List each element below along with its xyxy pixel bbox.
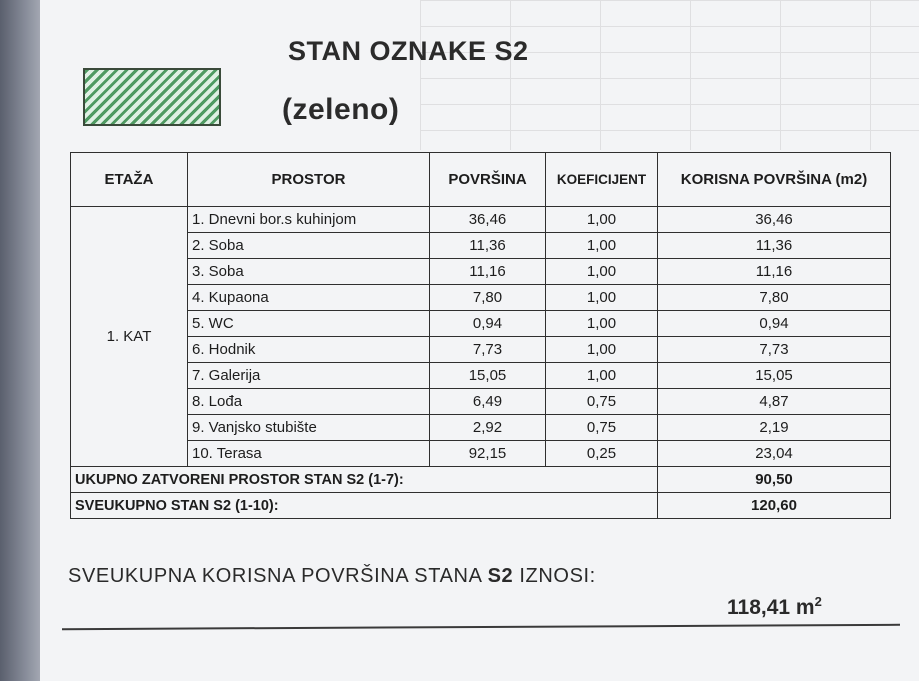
summary-total: [727, 594, 822, 620]
table-row: [71, 337, 891, 363]
header-koeficijent: KOEFICIJENT: [546, 153, 658, 207]
page-title: STAN OZNAKE S2: [288, 36, 529, 66]
area-cell: 6,49: [430, 389, 546, 415]
total-value: 120,60: [658, 493, 891, 519]
area-cell: 7,80: [430, 285, 546, 311]
usable-area-cell: 0,94: [658, 311, 891, 337]
area-cell: 7,73: [430, 337, 546, 363]
usable-area-cell: 2,19: [658, 415, 891, 441]
area-cell: 0,94: [430, 311, 546, 337]
room-name-cell: 5. WC: [188, 311, 430, 337]
table-row: [71, 363, 891, 389]
header-prostor: PROSTOR: [188, 153, 430, 207]
room-name-cell: 1. Dnevni bor.s kuhinjom: [188, 207, 430, 233]
table-row: [71, 441, 891, 467]
green-hatch-legend-swatch: [83, 68, 221, 126]
area-cell: 36,46: [430, 207, 546, 233]
coefficient-cell: 1,00: [546, 311, 658, 337]
summary-suffix: IZNOSI:: [513, 565, 596, 587]
total-row: [71, 493, 891, 519]
area-cell: 11,16: [430, 259, 546, 285]
coefficient-cell: 1,00: [546, 259, 658, 285]
page-subtitle: (zeleno): [282, 93, 400, 126]
summary-prefix: SVEUKUPNA KORISNA POVRŠINA STANA: [68, 565, 488, 587]
header-etaza: ETAŽA: [71, 153, 188, 207]
table-row: [71, 415, 891, 441]
coefficient-cell: 1,00: [546, 207, 658, 233]
usable-area-cell: 11,36: [658, 233, 891, 259]
coefficient-cell: 1,00: [546, 363, 658, 389]
usable-area-cell: 15,05: [658, 363, 891, 389]
subtotal-label: UKUPNO ZATVORENI PROSTOR STAN S2 (1-7):: [71, 467, 658, 493]
area-cell: 2,92: [430, 415, 546, 441]
subtotal-row: [71, 467, 891, 493]
table-row: [71, 285, 891, 311]
room-name-cell: 10. Terasa: [188, 441, 430, 467]
usable-area-cell: 23,04: [658, 441, 891, 467]
summary-line: [68, 565, 596, 588]
usable-area-cell: 7,73: [658, 337, 891, 363]
room-name-cell: 8. Lođa: [188, 389, 430, 415]
floor-cell: 1. KAT: [71, 207, 188, 467]
area-cell: 15,05: [430, 363, 546, 389]
area-cell: 92,15: [430, 441, 546, 467]
room-name-cell: 6. Hodnik: [188, 337, 430, 363]
coefficient-cell: 1,00: [546, 337, 658, 363]
subtotal-value: 90,50: [658, 467, 891, 493]
usable-area-cell: 7,80: [658, 285, 891, 311]
summary-total-exponent: 2: [814, 594, 822, 609]
header-korisna-povrsina: KORISNA POVRŠINA (m2): [658, 153, 891, 207]
coefficient-cell: 1,00: [546, 285, 658, 311]
summary-total-value: 118,41 m: [727, 596, 815, 619]
header-povrsina: POVRŠINA: [430, 153, 546, 207]
total-label: SVEUKUPNO STAN S2 (1-10):: [71, 493, 658, 519]
table-row: [71, 207, 891, 233]
show-through-table: [420, 0, 919, 150]
area-table: [70, 152, 891, 519]
room-name-cell: 7. Galerija: [188, 363, 430, 389]
summary-unit-name: S2: [487, 565, 514, 587]
area-cell: 11,36: [430, 233, 546, 259]
room-name-cell: 3. Soba: [188, 259, 430, 285]
table-row: [71, 311, 891, 337]
usable-area-cell: 11,16: [658, 259, 891, 285]
room-name-cell: 4. Kupaona: [188, 285, 430, 311]
usable-area-cell: 4,87: [658, 389, 891, 415]
coefficient-cell: 0,75: [546, 415, 658, 441]
room-name-cell: 2. Soba: [188, 233, 430, 259]
table-row: [71, 259, 891, 285]
table-header-row: [71, 153, 891, 207]
room-name-cell: 9. Vanjsko stubište: [188, 415, 430, 441]
coefficient-cell: 1,00: [546, 233, 658, 259]
coefficient-cell: 0,75: [546, 389, 658, 415]
usable-area-cell: 36,46: [658, 207, 891, 233]
coefficient-cell: 0,25: [546, 441, 658, 467]
table-row: [71, 233, 891, 259]
table-row: [71, 389, 891, 415]
